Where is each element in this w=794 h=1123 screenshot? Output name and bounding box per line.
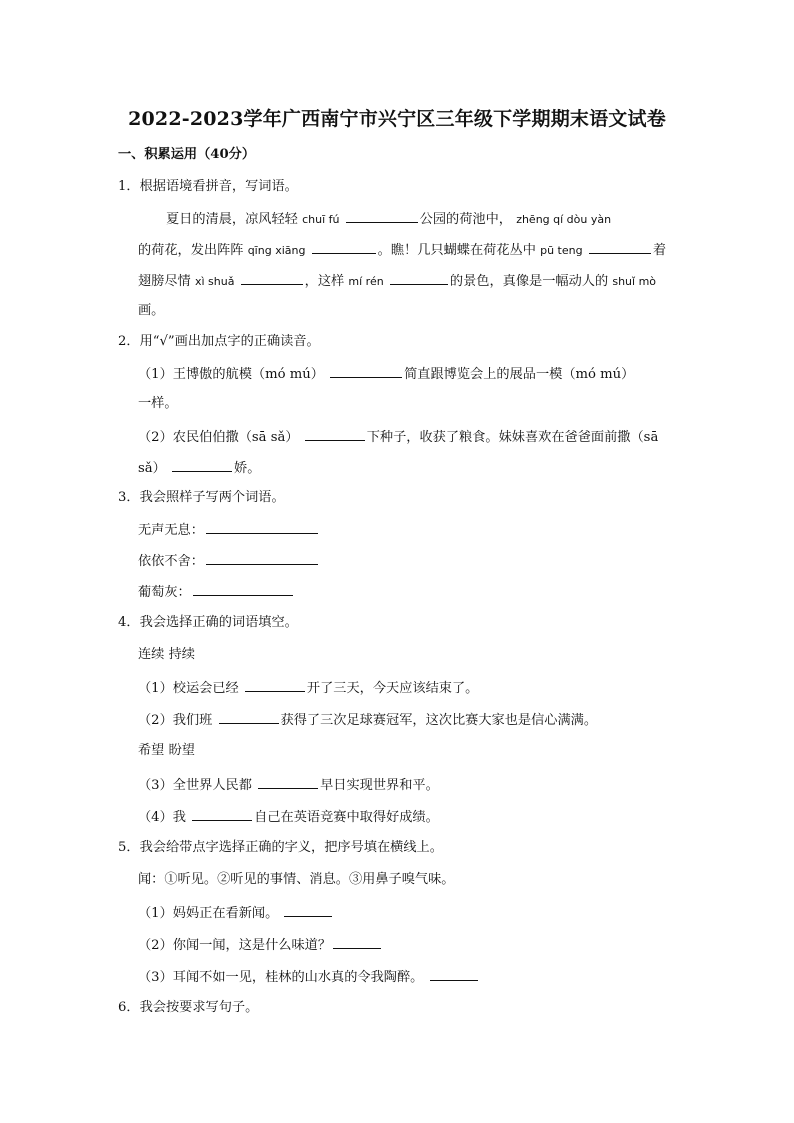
section-heading: 一、积累运用（40分） [118,147,256,162]
answer-blank[interactable] [206,551,318,565]
answer-blank[interactable] [192,807,252,821]
answer-blank[interactable] [241,271,303,285]
answer-blank[interactable] [172,458,232,472]
q1-line2: 的荷花，发出阵阵 qīng xiāng 。瞧！几只蝴蝶在荷花丛中 pū teng 着 [138,240,666,260]
q3-line1: 无声无息： [138,520,320,540]
q4-sentence-3: （3）全世界人民都 早日实现世界和平。 [138,775,439,795]
answer-blank[interactable] [390,271,448,285]
q5-heading: 5．我会给带点字选择正确的字义，把序号填在横线上。 [118,840,443,855]
q1-line3: 翅膀尽情 xì shuǎ ，这样 mí rén 的景色，真像是一幅动人的 shuǐ mò [138,271,656,291]
q3-heading: 3．我会照样子写两个词语。 [118,490,285,505]
q4-word-group-2: 希望 盼望 [138,743,195,758]
answer-blank[interactable] [258,775,318,789]
answer-blank[interactable] [284,903,332,917]
answer-blank[interactable] [245,678,305,692]
answer-blank[interactable] [193,582,293,596]
q5-sentence-2: （2）你闻一闻，这是什么味道？ [138,935,383,955]
q3-line3: 葡萄灰： [138,582,295,602]
answer-blank[interactable] [206,520,318,534]
q2-line4: sǎ） 娇。 [138,458,260,478]
q2-line3: （2）农民伯伯撒（sā sǎ） 下种子，收获了粮食。妹妹喜欢在爸爸面前撒（sā [138,427,658,447]
answer-blank[interactable] [333,935,381,949]
answer-blank[interactable] [219,710,279,724]
page-title: 2022-2023学年广西南宁市兴宁区三年级下学期期末语文试卷 [128,108,666,130]
q5-sentence-1: （1）妈妈正在看新闻。 [138,903,334,923]
answer-blank[interactable] [589,240,651,254]
answer-blank[interactable] [346,209,418,223]
q5-definitions: 闻：①听见。②听见的事情、消息。③用鼻子嗅气味。 [138,872,455,887]
q2-line1: （1）王博傲的航模（mó mú） 简直跟博览会上的展品一模（mó mú） [138,364,634,384]
q6-heading: 6．我会按要求写句子。 [118,1000,259,1015]
q4-sentence-1: （1）校运会已经 开了三天，今天应该结束了。 [138,678,478,698]
q3-line2: 依依不舍： [138,551,320,571]
answer-blank[interactable] [330,364,402,378]
answer-blank[interactable] [430,967,478,981]
answer-blank[interactable] [312,240,376,254]
q2-line2: 一样。 [138,396,178,411]
q2-heading: 2．用“√”画出加点字的正确读音。 [118,334,320,349]
q1-line4: 画。 [138,303,165,318]
answer-blank[interactable] [305,427,365,441]
q4-heading: 4．我会选择正确的词语填空。 [118,615,298,630]
q4-word-group-1: 连续 持续 [138,647,195,662]
q1-heading: 1．根据语境看拼音，写词语。 [118,179,298,194]
q4-sentence-4: （4）我 自己在英语竞赛中取得好成绩。 [138,807,439,827]
q5-sentence-3: （3）耳闻不如一见，桂林的山水真的令我陶醉。 [138,967,480,987]
q1-line1: 夏日的清晨，凉风轻轻 chuī fú 公园的荷池中， zhēng qí dòu yàn [166,209,611,229]
q4-sentence-2: （2）我们班 获得了三次足球赛冠军，这次比赛大家也是信心满满。 [138,710,597,730]
